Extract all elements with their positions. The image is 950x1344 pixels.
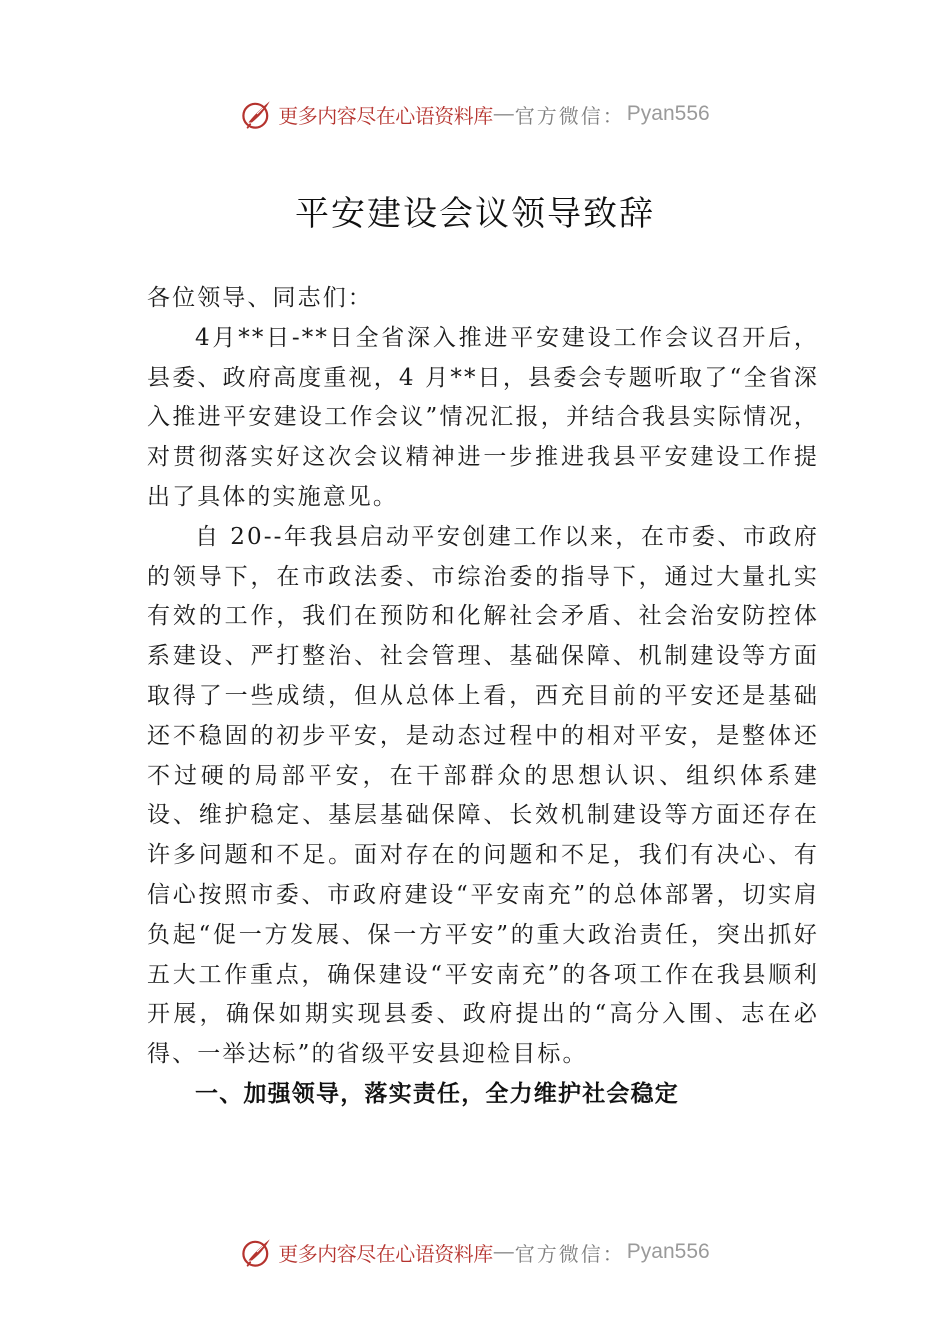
- footer-watermark: [0, 1232, 950, 1272]
- header-watermark: [0, 94, 950, 134]
- quill-logo-icon: [240, 1235, 274, 1269]
- watermark-brand: 更多内容尽在心语资料库: [278, 103, 493, 128]
- watermark-dash: —: [493, 1240, 514, 1263]
- section-heading-1: 一、加强领导，落实责任，全力维护社会稳定: [195, 1080, 679, 1107]
- paragraph-2: 自 20--年我县启动平安创建工作以来，在市委、市政府的领导下，在市政法委、市综治委的指导下，通过大量扎实有效的工作，我们在预防和化解社会矛盾、社会治安防控体系建设、严打整治、社会管理、基础保障、机制建设等方面取得了一些成绩，但从总体上看，西充目前的平安还是基础还不稳固的初步平安，是动态过程中的相对平安，是整体还不过硬的局部平安，在干部群众的思想认识、组织体系建设、维护稳定、基层基础保障、长效机制建设等方面还存在许多问题和不足。面对存在的问题和不足，我们有决心、有信心按照市委、市政府建设“平安南充”的总体部署，切实肩负起“促一方发展、保一方平安”的重大政治责任，突出抓好五大工作重点，确保建设“平安南充”的各项工作在我县顺利开展，确保如期实现县委、政府提出的“高分入围、志在必得、一举达标”的省级平安县迎检目标。: [147, 523, 819, 1068]
- salutation: 各位领导、同志们：: [147, 285, 373, 311]
- watermark-account: Pyan556: [626, 1240, 710, 1263]
- quill-logo-icon: [240, 97, 274, 131]
- watermark-label: 官方微信：: [514, 103, 625, 128]
- paragraph-1: 4月**日-**日全省深入推进平安建设工作会议召开后，县委、政府高度重视，4 月**日，县委会专题听取了“全省深入推进平安建设工作会议”情况汇报，并结合我县实际情况，对贯彻落实好这次会议精神进一步推进我县平安建设工作提出了具体的实施意见。: [147, 324, 819, 510]
- document-title: 平安建设会议领导致辞: [295, 194, 655, 234]
- watermark-account: Pyan556: [626, 102, 710, 125]
- document-body: [147, 279, 819, 1115]
- watermark-brand: 更多内容尽在心语资料库: [278, 1241, 493, 1266]
- watermark-label: 官方微信：: [514, 1241, 625, 1266]
- watermark-dash: —: [493, 102, 514, 125]
